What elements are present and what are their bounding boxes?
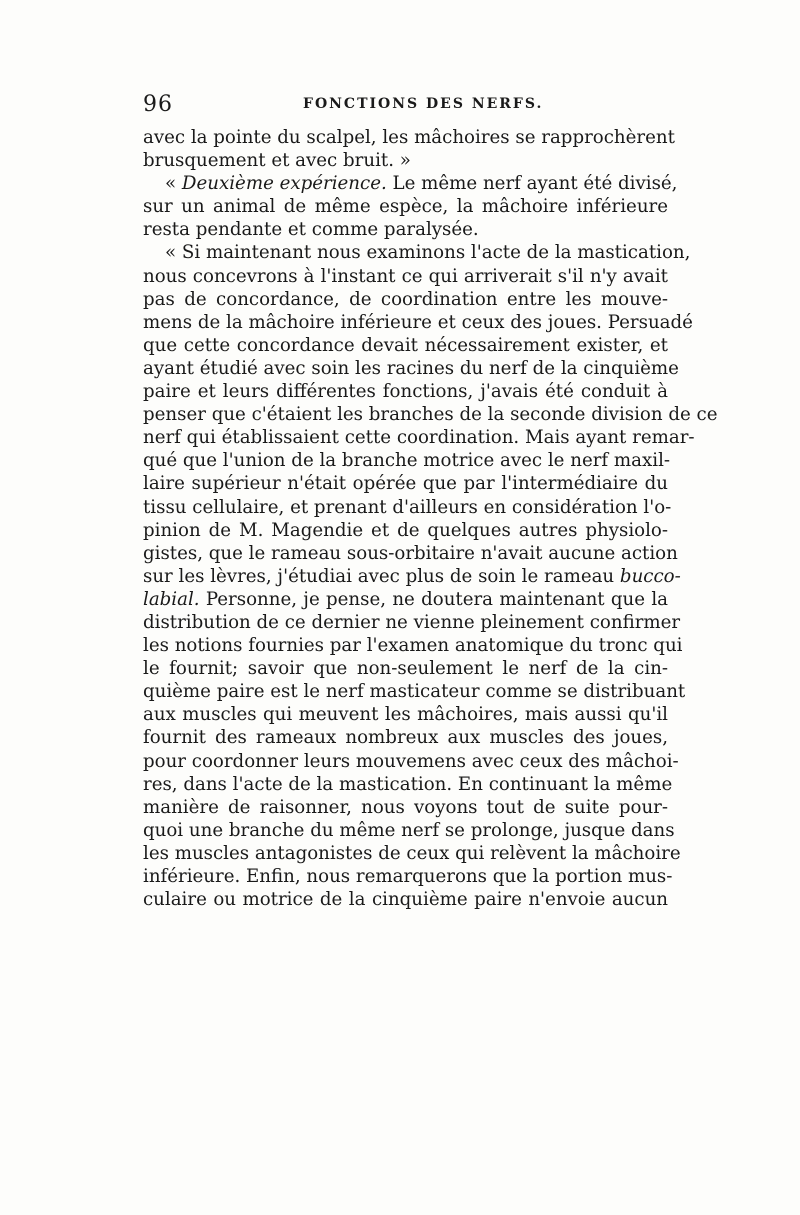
text-line: gistes, que le rameau sous-orbitaire n'avait aucune action [143, 542, 678, 564]
page-number: 96 [143, 92, 173, 117]
text-line: le fournit; savoir que non-seulement le nerf de la cin- [143, 658, 668, 680]
text-line: aux muscles qui meuvent les mâchoires, mais aussi qu'il [143, 704, 668, 726]
text-line: tissu cellulaire, et prenant d'ailleurs en considération l'o- [143, 496, 672, 518]
text-line: « Si maintenant nous examinons l'acte de la mastication, [165, 242, 691, 264]
text-line: qué que l'union de la branche motrice avec le nerf maxil- [143, 450, 671, 472]
text-line: fournit des rameaux nombreux aux muscles des joues, [143, 727, 668, 749]
italic-text-segment: bucco- [619, 565, 681, 587]
text-line: sur un animal de même espèce, la mâchoire inférieure [143, 196, 668, 218]
running-title: FONCTIONS DES NERFS. [303, 96, 544, 112]
text-line: nous concevrons à l'instant ce qui arriverait s'il n'y avait [143, 265, 668, 287]
text-line: laire supérieur n'était opérée que par l'intermédiaire du [143, 473, 668, 495]
text-line: avec la pointe du scalpel, les mâchoires se rapprochèrent [143, 127, 675, 148]
text-line: manière de raisonner, nous voyons tout de suite pour- [143, 796, 668, 818]
body-text [143, 126, 718, 911]
text-segment: sur les lèvres, j'étudiai avec plus de soin le rameau [143, 565, 620, 587]
text-line: distribution de ce dernier ne vienne pleinement confirmer [143, 611, 681, 633]
text-line: que cette concordance devait nécessairement exister, et [143, 334, 668, 356]
italic-text-segment: labial. [143, 588, 200, 610]
text-segment: Personne, je pense, ne doutera maintenant que la [199, 588, 668, 610]
text-line: penser que c'étaient les branches de la seconde division de ce [143, 404, 718, 426]
text-line [143, 565, 681, 588]
text-line: culaire ou motrice de la cinquième paire n'envoie aucun [143, 889, 668, 911]
text-line: paire et leurs différentes fonctions, j'avais été conduit à [143, 381, 668, 403]
text-line [143, 588, 668, 611]
text-line: pinion de M. Magendie et de quelques autres physiolo- [143, 519, 668, 541]
text-line: nerf qui établissaient cette coordination. Mais ayant remar- [143, 427, 695, 449]
text-line: resta pendante et comme paralysée. [143, 219, 479, 241]
text-line: pas de concordance, de coordination entre les mouve- [143, 288, 668, 310]
text-line: quoi une branche du même nerf se prolonge, jusque dans [143, 819, 675, 841]
running-head [143, 92, 663, 122]
italic-text-segment: Deuxième expérience. [181, 173, 387, 195]
text-line: ayant étudié avec soin les racines du nerf de la cinquième [143, 357, 679, 379]
text-line: mens de la mâchoire inférieure et ceux des joues. Persuadé [143, 311, 693, 333]
text-line [143, 172, 678, 195]
text-line: les notions fournies par l'examen anatomique du tronc qui [143, 635, 683, 657]
text-line: quième paire est le nerf masticateur comme se distribuant [143, 681, 686, 703]
text-line: res, dans l'acte de la mastication. En continuant la même [143, 773, 673, 795]
text-line: inférieure. Enfin, nous remarquerons que la portion mus- [143, 866, 673, 887]
text-segment: « [165, 173, 182, 195]
text-line: brusquement et avec bruit. » [143, 150, 411, 172]
text-segment: Le même nerf ayant été divisé, [386, 173, 678, 195]
text-line: pour coordonner leurs mouvemens avec ceux des mâchoi- [143, 750, 679, 772]
text-line: les muscles antagonistes de ceux qui relèvent la mâchoire [143, 842, 681, 864]
